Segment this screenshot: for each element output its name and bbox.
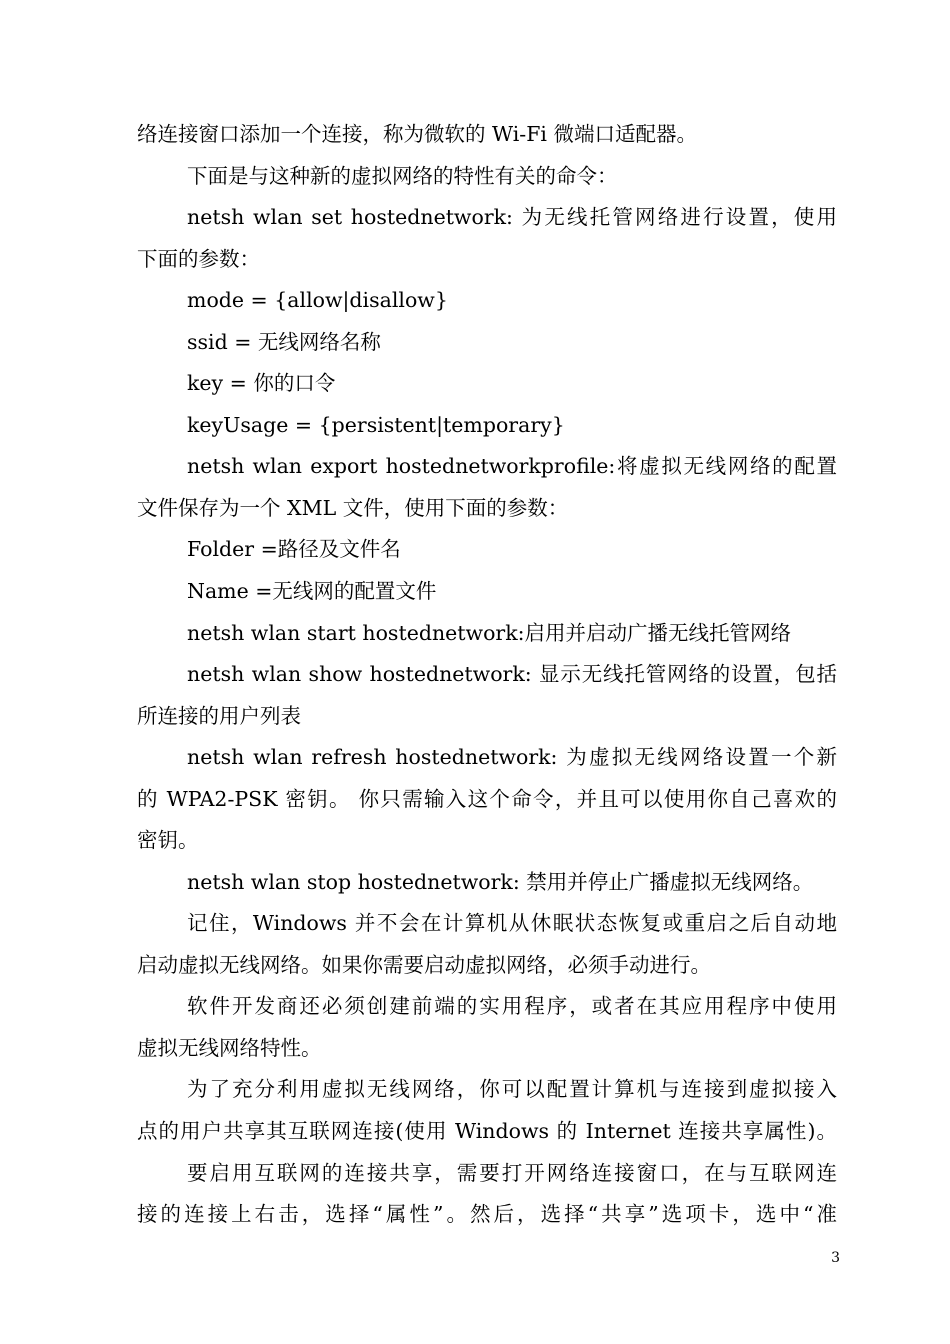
text-line: netsh wlan export hostednetworkprofile:将虚拟无线网络的配置 bbox=[187, 454, 837, 478]
text-line: Name =无线网的配置文件 bbox=[187, 579, 437, 603]
text-line: 接的连接上右击，选择“属性”。然后，选择“共享”选项卡，选中“准 bbox=[137, 1202, 837, 1226]
text-line: 要启用互联网的连接共享，需要打开网络连接窗口，在与互联网连 bbox=[187, 1161, 837, 1185]
text-line: Folder =路径及文件名 bbox=[187, 537, 401, 561]
text-line: 为了充分利用虚拟无线网络，你可以配置计算机与连接到虚拟接入 bbox=[187, 1077, 837, 1101]
page-number: 3 bbox=[831, 1250, 840, 1266]
text-line: 络连接窗口添加一个连接，称为微软的 Wi-Fi 微端口适配器。 bbox=[137, 122, 698, 146]
text-line: 记住，Windows 并不会在计算机从休眠状态恢复或重启之后自动地 bbox=[187, 911, 837, 935]
text-line: key = 你的口令 bbox=[187, 371, 336, 395]
text-line: netsh wlan show hostednetwork: 显示无线托管网络的设置，包括 bbox=[187, 662, 837, 686]
text-line: mode = {allow|disallow} bbox=[187, 288, 448, 312]
text-line: 启动虚拟无线网络。如果你需要启动虚拟网络，必须手动进行。 bbox=[137, 953, 711, 977]
text-line: 软件开发商还必须创建前端的实用程序，或者在其应用程序中使用 bbox=[187, 994, 837, 1018]
text-line: 下面是与这种新的虚拟网络的特性有关的命令： bbox=[187, 164, 618, 188]
text-line: 的 WPA2-PSK 密钥。 你只需输入这个命令，并且可以使用你自己喜欢的 bbox=[137, 787, 837, 811]
text-line: 虚拟无线网络特性。 bbox=[137, 1036, 322, 1060]
text-line: 所连接的用户列表 bbox=[137, 704, 301, 728]
text-line: 点的用户共享其互联网连接(使用 Windows 的 Internet 连接共享属性)。 bbox=[137, 1119, 837, 1143]
text-line: 下面的参数： bbox=[137, 247, 260, 271]
text-line: ssid = 无线网络名称 bbox=[187, 330, 381, 354]
text-line: netsh wlan set hostednetwork: 为无线托管网络进行设置，使用 bbox=[187, 205, 837, 229]
text-line: 文件保存为一个 XML 文件，使用下面的参数： bbox=[137, 496, 569, 520]
text-line: netsh wlan start hostednetwork:启用并启动广播无线托管网络 bbox=[187, 621, 792, 645]
text-line: keyUsage = {persistent|temporary} bbox=[187, 413, 565, 437]
text-line: netsh wlan stop hostednetwork: 禁用并停止广播虚拟无线网络。 bbox=[187, 870, 814, 894]
text-line: netsh wlan refresh hostednetwork: 为虚拟无线网络设置一个新 bbox=[187, 745, 837, 769]
text-line: 密钥。 bbox=[137, 828, 199, 852]
